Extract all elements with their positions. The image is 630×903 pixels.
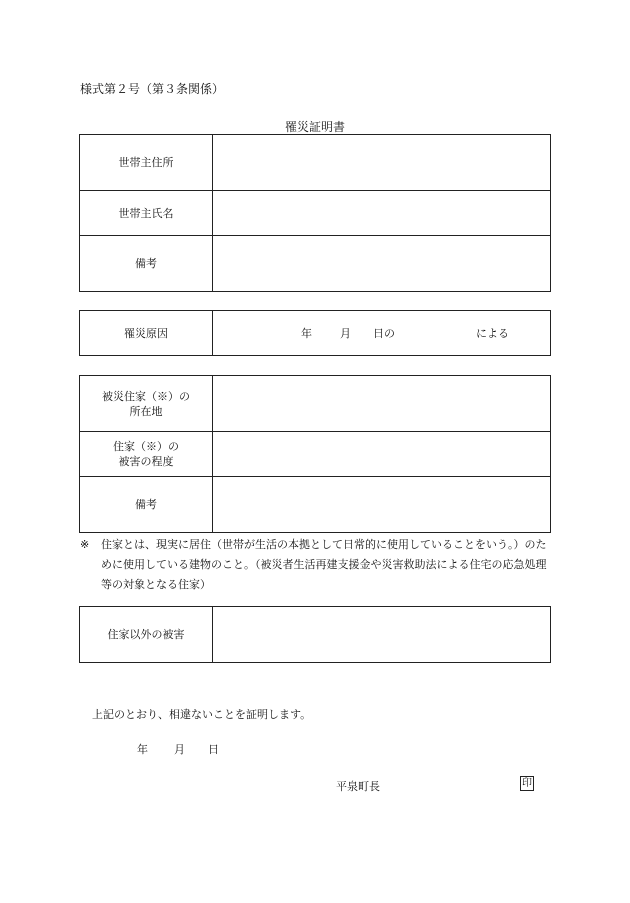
cause-field[interactable] (213, 311, 551, 356)
date-month: 月 (174, 743, 185, 756)
damage-degree-label-line2: 被害の程度 (118, 455, 174, 468)
damage-table (79, 375, 551, 533)
certification-text: 上記のとおり、相違ないことを証明します。 (92, 708, 312, 721)
location-field[interactable] (213, 376, 551, 432)
cause-by: による (476, 327, 509, 340)
damage-degree-field[interactable] (213, 432, 551, 477)
other-damage-field[interactable] (213, 607, 551, 663)
cause-table (79, 310, 551, 356)
damage-degree-label (80, 432, 213, 477)
location-label (80, 376, 213, 432)
damage-remarks-label: 備考 (80, 477, 213, 533)
location-label-line2: 所在地 (129, 404, 163, 418)
cause-label: 罹災原因 (80, 311, 213, 356)
damage-remarks-field[interactable] (213, 477, 551, 533)
cause-year: 年 (301, 327, 312, 340)
other-damage-table (79, 606, 551, 663)
note-mark: ※ (80, 538, 90, 551)
household-address-label: 世帯主住所 (80, 135, 213, 191)
household-name-label: 世帯主氏名 (80, 191, 213, 236)
household-table (79, 134, 551, 292)
seal-mark: 印 (522, 778, 532, 789)
remarks-field[interactable] (213, 236, 551, 292)
remarks-label: 備考 (80, 236, 213, 292)
document-title: 罹災証明書 (284, 120, 345, 134)
cause-month: 月 (340, 327, 351, 340)
household-name-field[interactable] (213, 191, 551, 236)
other-damage-label: 住家以外の被害 (80, 607, 213, 663)
location-label-line1: 被災住家（※）の (102, 389, 190, 403)
note-text: 住家とは、現実に居住（世帯が生活の本拠として日常的に使用していることをいう。）のために使用している建物のこと。（被災者生活再建支援金や災害救助法による住宅の応急処理等の対象となる住家） (101, 538, 547, 591)
form-number: 様式第２号（第３条関係） (80, 82, 225, 96)
note (80, 535, 555, 595)
damage-degree-label-line1: 住家（※）の (113, 440, 179, 453)
date-year: 年 (137, 743, 148, 756)
issuer-title: 平泉町長 (336, 780, 380, 793)
household-address-field[interactable] (213, 135, 551, 191)
date-day: 日 (208, 743, 219, 756)
cause-day-of: 日の (373, 327, 395, 340)
